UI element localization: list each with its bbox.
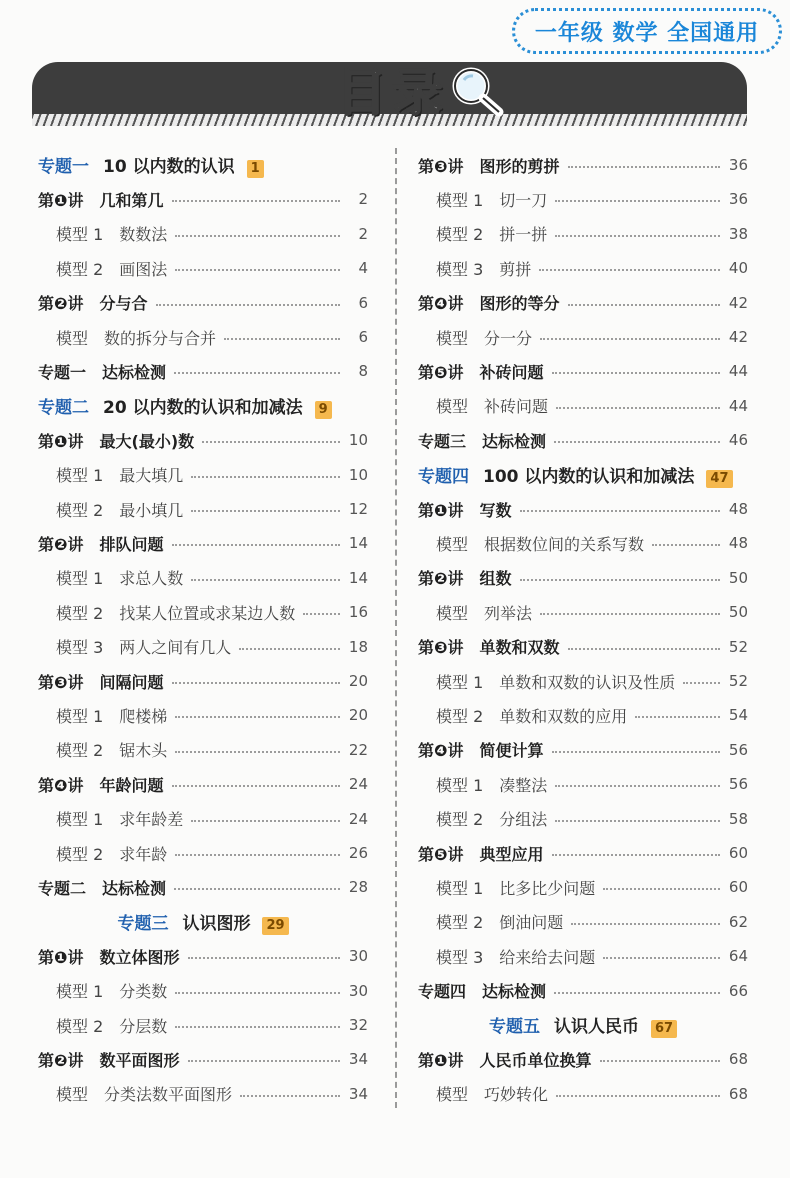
toc-model-entry[interactable]: [418, 941, 748, 971]
entry-page-number: 44: [728, 362, 748, 381]
dot-leader: [556, 407, 720, 409]
dot-leader: [191, 510, 340, 512]
toc-model-entry[interactable]: [38, 735, 368, 765]
toc-model-entry[interactable]: [38, 1010, 368, 1040]
dot-leader: [635, 716, 720, 718]
dot-leader: [555, 235, 720, 237]
topic-page-badge: 47: [706, 470, 732, 488]
entry-page-number: 46: [728, 431, 748, 450]
toc-lesson-entry[interactable]: [38, 666, 368, 696]
entry-page-number: 24: [348, 809, 368, 828]
topic-heading-text: [38, 152, 264, 178]
entry-page-number: 16: [348, 603, 368, 622]
entry-page-number: 26: [348, 844, 368, 862]
dot-leader: [191, 820, 340, 822]
toc-topic-heading[interactable]: [38, 391, 368, 421]
entry-page-number: 6: [358, 328, 368, 346]
entry-label: 第❶讲 最大(最小)数: [38, 431, 195, 451]
entry-page-number: 30: [348, 947, 368, 966]
toc-test-entry[interactable]: [418, 425, 748, 455]
dot-leader: [191, 579, 340, 581]
column-divider: [395, 148, 397, 1108]
dot-leader: [175, 854, 340, 856]
topic-title: 10 以内数的认识: [103, 157, 235, 177]
entry-label: 模型 1 求年龄差: [56, 810, 184, 830]
entry-label: 模型 1 分类数: [56, 982, 168, 1002]
toc-test-entry[interactable]: [418, 976, 748, 1006]
toc-model-entry[interactable]: [418, 219, 748, 249]
entry-page-number: 4: [358, 259, 368, 278]
dot-leader: [174, 372, 340, 374]
entry-page-number: 20: [348, 706, 368, 725]
entry-page-number: 2: [358, 224, 368, 243]
entry-page-number: 42: [728, 328, 748, 346]
toc-model-entry[interactable]: [418, 769, 748, 799]
dot-leader: [224, 338, 340, 340]
entry-label: 模型 2 倒油问题: [436, 913, 564, 933]
toc-lesson-entry[interactable]: [418, 288, 748, 318]
toc-lesson-entry[interactable]: [38, 425, 368, 455]
entry-label: 模型 巧妙转化: [436, 1085, 549, 1105]
toc-model-entry[interactable]: [418, 666, 748, 696]
entry-label: 模型 3 剪拼: [436, 259, 532, 279]
entry-page-number: 40: [728, 259, 748, 278]
entry-label: 模型 分一分: [436, 328, 533, 348]
entry-label: 模型 列举法: [436, 603, 533, 623]
toc-model-entry[interactable]: [38, 563, 368, 593]
dot-leader: [156, 304, 340, 306]
dot-leader: [240, 1095, 340, 1097]
entry-label: 专题一 达标检测: [38, 362, 167, 382]
entry-label: 模型 数的拆分与合并: [56, 328, 217, 348]
topic-title: 认识人民币: [553, 1017, 639, 1037]
toc-model-entry[interactable]: [38, 219, 368, 249]
entry-page-number: 22: [348, 740, 368, 759]
dot-leader: [175, 1026, 340, 1028]
topic-number: 专题二: [38, 397, 89, 418]
dot-leader: [175, 751, 340, 753]
dot-leader: [571, 923, 720, 925]
dot-leader: [552, 372, 720, 374]
dot-leader: [175, 716, 340, 718]
toc-model-entry[interactable]: [38, 1079, 368, 1109]
entry-page-number: 20: [348, 672, 368, 690]
toc-model-entry[interactable]: [38, 494, 368, 524]
dot-leader: [568, 648, 720, 650]
topic-heading-text: [489, 1012, 677, 1038]
entry-label: 模型 2 分层数: [56, 1016, 168, 1036]
toc-model-entry[interactable]: [38, 804, 368, 834]
dot-leader: [554, 441, 720, 443]
toc-model-entry[interactable]: [38, 253, 368, 283]
toc-model-entry[interactable]: [418, 804, 748, 834]
toc-model-entry[interactable]: [38, 632, 368, 662]
magnifier-icon: [445, 62, 507, 118]
entry-page-number: 32: [348, 1016, 368, 1034]
entry-label: 第❹讲 图形的等分: [418, 294, 560, 314]
entry-label: 模型 3 两人之间有几人: [56, 638, 232, 658]
entry-page-number: 6: [358, 293, 368, 312]
entry-page-number: 28: [348, 878, 368, 897]
dot-leader: [568, 166, 720, 168]
entry-page-number: 52: [728, 637, 748, 656]
dot-leader: [540, 613, 720, 615]
entry-page-number: 48: [728, 534, 748, 553]
page-title-text: 目录: [336, 64, 449, 122]
toc-lesson-entry[interactable]: [418, 494, 748, 524]
dot-leader: [555, 820, 720, 822]
topic-heading-text: [418, 462, 733, 488]
entry-page-number: 24: [348, 775, 368, 794]
entry-label: 模型 1 凑整法: [436, 775, 548, 795]
dot-leader: [520, 510, 720, 512]
entry-label: 模型 2 画图法: [56, 259, 168, 279]
topic-heading-text: [38, 393, 332, 419]
toc-model-entry[interactable]: [418, 1079, 748, 1109]
toc-model-entry[interactable]: [418, 907, 748, 937]
toc-test-entry[interactable]: [38, 356, 368, 386]
topic-number: 专题五: [488, 1017, 540, 1037]
dot-leader: [555, 785, 720, 787]
entry-label: 模型 1 单数和双数的认识及性质: [436, 672, 676, 692]
dot-leader: [603, 957, 720, 959]
toc-test-entry[interactable]: [38, 872, 368, 902]
entry-label: 模型 根据数位间的关系写数: [436, 534, 645, 554]
dot-leader: [172, 785, 340, 787]
entry-label: 模型 2 分组法: [436, 810, 548, 830]
entry-page-number: 68: [728, 1050, 748, 1069]
entry-label: 模型 1 最大填几: [56, 466, 184, 486]
entry-label: 模型 2 单数和双数的应用: [436, 706, 628, 726]
dot-leader: [552, 751, 720, 753]
entry-label: 模型 分类法数平面图形: [56, 1085, 233, 1105]
dot-leader: [554, 992, 720, 994]
entry-page-number: 62: [728, 912, 748, 931]
entry-label: 第❹讲 年龄问题: [38, 775, 164, 795]
topic-page-badge: 9: [315, 401, 332, 419]
topic-page-badge: 1: [247, 160, 264, 178]
entry-label: 模型 2 锯木头: [56, 741, 168, 761]
entry-page-number: 60: [728, 844, 748, 862]
entry-page-number: 10: [348, 431, 368, 450]
dot-leader: [540, 338, 720, 340]
entry-page-number: 66: [728, 981, 748, 1000]
entry-label: 第❷讲 排队问题: [38, 534, 164, 554]
dot-leader: [175, 235, 340, 237]
entry-label: 第❷讲 组数: [418, 569, 512, 589]
topic-title: 认识图形: [182, 913, 251, 934]
toc-model-entry[interactable]: [418, 253, 748, 283]
dot-leader: [555, 200, 720, 202]
entry-page-number: 14: [348, 568, 368, 587]
toc-model-entry[interactable]: [418, 872, 748, 902]
entry-label: 第❹讲 简便计算: [418, 741, 544, 761]
toc-lesson-entry[interactable]: [418, 150, 748, 180]
entry-label: 模型 2 最小填几: [56, 500, 184, 520]
entry-page-number: 14: [348, 534, 368, 553]
dot-leader: [172, 682, 340, 684]
entry-page-number: 56: [728, 775, 748, 794]
entry-page-number: 64: [728, 947, 748, 966]
entry-label: 第❶讲 写数: [418, 500, 512, 520]
entry-page-number: 42: [728, 293, 748, 312]
toc-model-entry[interactable]: [418, 322, 748, 352]
entry-label: 模型 2 拼一拼: [436, 225, 548, 245]
dot-leader: [175, 269, 340, 271]
entry-page-number: 12: [348, 500, 368, 518]
entry-label: 模型 1 爬楼梯: [56, 706, 168, 726]
entry-page-number: 44: [728, 396, 748, 415]
entry-page-number: 68: [728, 1084, 748, 1103]
dot-leader: [239, 648, 340, 650]
entry-label: 第❺讲 典型应用: [418, 844, 544, 864]
toc-model-entry[interactable]: [418, 700, 748, 730]
entry-label: 第❸讲 间隔问题: [38, 672, 164, 692]
topic-title: 100 以内数的认识和加减法: [483, 466, 695, 487]
toc-lesson-entry[interactable]: [418, 563, 748, 593]
toc-model-entry[interactable]: [418, 391, 748, 421]
topic-title: 20 以内数的认识和加减法: [103, 397, 303, 418]
entry-label: 专题三 达标检测: [418, 431, 547, 451]
entry-page-number: 18: [348, 637, 368, 656]
toc-lesson-entry[interactable]: [38, 288, 368, 318]
entry-label: 第❷讲 数平面图形: [38, 1050, 180, 1070]
dot-leader: [191, 476, 340, 478]
toc-model-entry[interactable]: [418, 528, 748, 558]
entry-label: 第❶讲 数立体图形: [38, 947, 180, 967]
entry-page-number: 56: [728, 740, 748, 759]
entry-page-number: 2: [358, 190, 368, 209]
toc-model-entry[interactable]: [38, 700, 368, 730]
toc-lesson-entry[interactable]: [38, 769, 368, 799]
entry-label: 第❸讲 图形的剪拼: [418, 156, 560, 176]
dot-leader: [568, 304, 720, 306]
dot-leader: [539, 269, 720, 271]
entry-label: 第❶讲 几和第几: [38, 190, 164, 210]
entry-page-number: 8: [358, 362, 368, 381]
entry-label: 模型 1 数数法: [56, 225, 168, 245]
toc-model-entry[interactable]: [38, 322, 368, 352]
toc-lesson-entry[interactable]: [38, 184, 368, 214]
toc-lesson-entry[interactable]: [418, 632, 748, 662]
grade-subject-badge: [512, 8, 782, 54]
entry-label: 第❺讲 补砖问题: [418, 362, 544, 382]
toc-lesson-entry[interactable]: [38, 528, 368, 558]
dot-leader: [188, 957, 340, 959]
dot-leader: [603, 888, 720, 890]
toc-topic-heading[interactable]: [38, 150, 368, 180]
toc-topic-heading[interactable]: [38, 907, 368, 937]
dot-leader: [683, 682, 720, 684]
entry-label: 专题二 达标检测: [38, 878, 167, 898]
entry-label: 模型 1 切一刀: [436, 190, 548, 210]
toc-lesson-entry[interactable]: [38, 1044, 368, 1074]
dot-leader: [202, 441, 340, 443]
toc-lesson-entry[interactable]: [418, 1044, 748, 1074]
dot-leader: [188, 1060, 340, 1062]
dot-leader: [172, 544, 340, 546]
toc-topic-heading[interactable]: [418, 460, 748, 490]
entry-page-number: 50: [728, 603, 748, 622]
entry-label: 模型 1 比多比少问题: [436, 878, 596, 898]
entry-label: 专题四 达标检测: [418, 982, 547, 1002]
entry-page-number: 38: [728, 224, 748, 243]
toc-model-entry[interactable]: [418, 184, 748, 214]
toc-lesson-entry[interactable]: [418, 735, 748, 765]
entry-page-number: 54: [728, 706, 748, 725]
entry-label: 第❶讲 人民币单位换算: [418, 1050, 592, 1070]
entry-page-number: 30: [348, 981, 368, 1000]
entry-label: 模型 1 求总人数: [56, 569, 184, 589]
dot-leader: [556, 1095, 720, 1097]
entry-page-number: 10: [348, 465, 368, 484]
toc-lesson-entry[interactable]: [418, 838, 748, 868]
topic-number: 专题四: [418, 466, 469, 487]
badge-text: 一年级 数学 全国通用: [534, 20, 760, 46]
entry-label: 第❷讲 分与合: [38, 294, 148, 314]
dot-leader: [552, 854, 720, 856]
dot-leader: [520, 579, 720, 581]
dot-leader: [175, 992, 340, 994]
entry-page-number: 60: [728, 878, 748, 897]
dot-leader: [174, 888, 340, 890]
toc-model-entry[interactable]: [38, 976, 368, 1006]
entry-page-number: 50: [728, 568, 748, 587]
dot-leader: [600, 1060, 720, 1062]
entry-page-number: 36: [728, 190, 748, 209]
topic-number: 专题三: [117, 913, 169, 934]
entry-page-number: 52: [728, 672, 748, 690]
toc-lesson-entry[interactable]: [418, 356, 748, 386]
topic-page-badge: 67: [651, 1020, 677, 1038]
entry-page-number: 34: [348, 1084, 368, 1103]
topic-number: 专题一: [38, 157, 89, 177]
topic-page-badge: 29: [262, 917, 288, 935]
entry-label: 模型 补砖问题: [436, 397, 549, 417]
dot-leader: [172, 200, 340, 202]
dot-leader: [652, 544, 720, 546]
entry-label: 模型 2 求年龄: [56, 844, 168, 864]
topic-heading-text: [117, 909, 288, 935]
entry-label: 第❸讲 单数和双数: [418, 638, 560, 658]
toc-model-entry[interactable]: [38, 838, 368, 868]
toc-model-entry[interactable]: [38, 460, 368, 490]
entry-page-number: 58: [728, 809, 748, 828]
toc-topic-heading[interactable]: [418, 1010, 748, 1040]
entry-page-number: 36: [728, 156, 748, 174]
entry-label: 模型 2 找某人位置或求某边人数: [56, 603, 296, 623]
toc-lesson-entry[interactable]: [38, 941, 368, 971]
dot-leader: [303, 613, 340, 615]
entry-page-number: 48: [728, 500, 748, 518]
toc-model-entry[interactable]: [418, 597, 748, 627]
toc-model-entry[interactable]: [38, 597, 368, 627]
entry-page-number: 34: [348, 1050, 368, 1069]
entry-label: 模型 3 给来给去问题: [436, 947, 596, 967]
